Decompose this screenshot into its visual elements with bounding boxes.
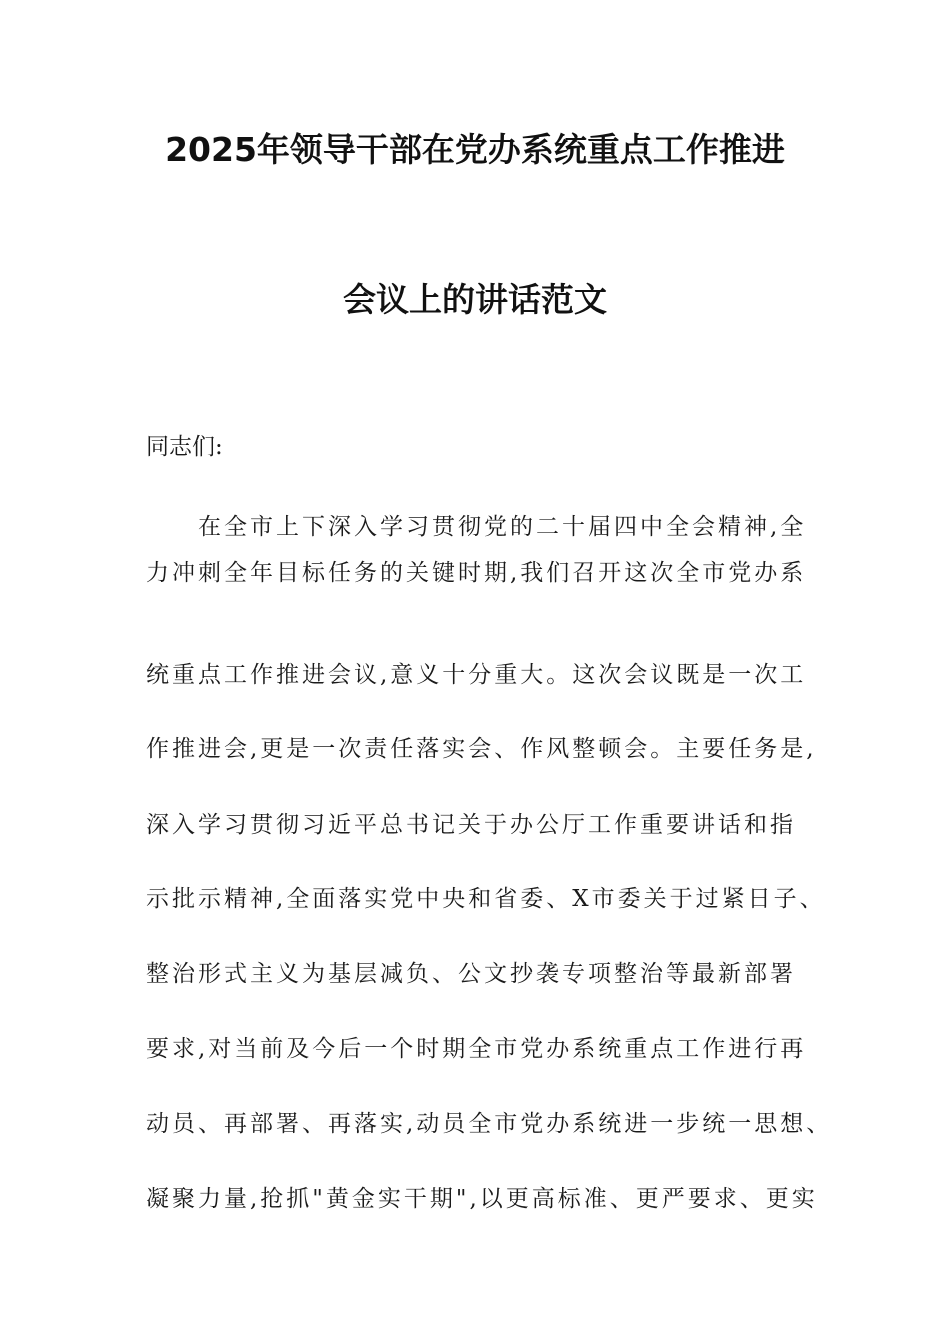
body-line: 整治形式主义为基层减负、公文抄袭专项整治等最新部署	[146, 961, 796, 987]
body-line: 动员、再部署、再落实,动员全市党办系统进一步统一思想、	[146, 1111, 833, 1137]
body-line: 作推进会,更是一次责任落实会、作风整顿会。主要任务是,	[146, 736, 817, 762]
body-line: 凝聚力量,抢抓"黄金实干期",以更高标准、更严要求、更实	[146, 1186, 818, 1212]
body-line: 力冲刺全年目标任务的关键时期,我们召开这次全市党办系	[146, 560, 807, 586]
body-line: 示批示精神,全面落实党中央和省委、X市委关于过紧日子、	[146, 886, 826, 912]
document-title-line-2: 会议上的讲话范文	[343, 280, 607, 319]
salutation: 同志们:	[146, 434, 223, 460]
body-line: 统重点工作推进会议,意义十分重大。这次会议既是一次工	[146, 662, 807, 688]
body-line: 深入学习贯彻习近平总书记关于办公厅工作重要讲话和指	[146, 812, 796, 838]
document-title-line-1: 2025年领导干部在党办系统重点工作推进	[165, 130, 785, 169]
body-line: 在全市上下深入学习贯彻党的二十届四中全会精神,全	[198, 514, 807, 540]
body-line: 要求,对当前及今后一个时期全市党办系统重点工作进行再	[146, 1036, 807, 1062]
